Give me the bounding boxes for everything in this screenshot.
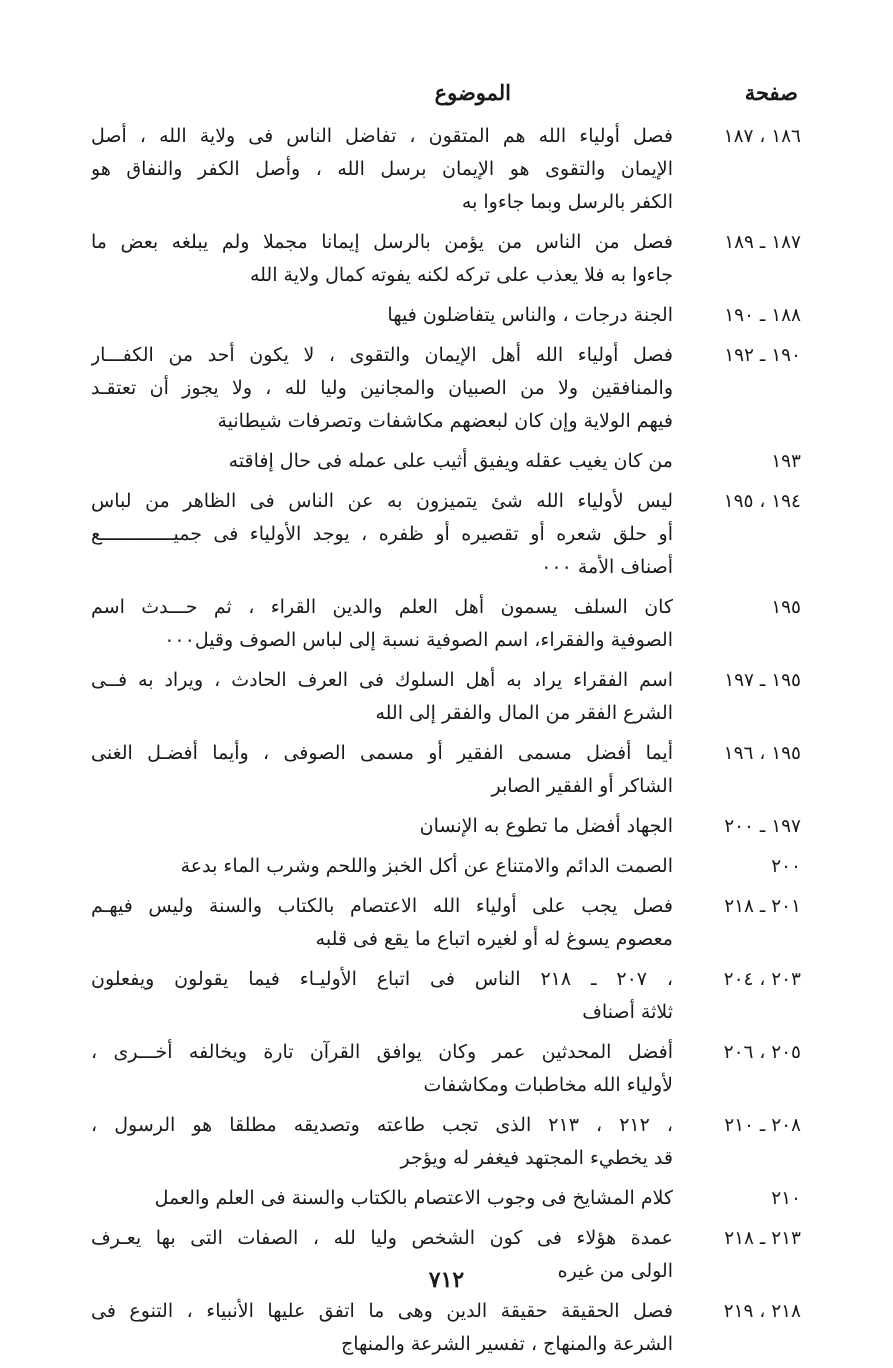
entry-topic (91, 485, 673, 584)
entry-topic-line: فصل من الناس من يؤمن بالرسل إيمانا مجملا ولم يبلغه بعض ما (91, 231, 673, 253)
entry-topic-line: جاءوا به فلا يعذب على تركه لكنه يفوته كمال ولاية الله (249, 264, 673, 286)
entry-topic (91, 1182, 673, 1215)
column-header (0, 80, 893, 114)
index-entry (91, 890, 801, 956)
entry-page-range: ٢٠٨ ـ ٢١٠ (724, 1115, 801, 1136)
entry-topic-line: ليس لأولياء الله شئ يتميزون به عن الناس فى الظاهر من لباس (91, 490, 673, 512)
entry-topic-line: الجنة درجات ، والناس يتفاضلون فيها (387, 304, 673, 326)
entry-topic-line: لأولياء الله مخاطبات ومكاشفات (423, 1074, 673, 1096)
entry-topic-line: أفضل المحدثين عمر وكان يوافق القرآن تارة ويخالفه أخـــرى ، (91, 1041, 673, 1063)
entry-page-range: ٢١٨ ، ٢١٩ (723, 1301, 801, 1322)
entry-topic (91, 445, 673, 478)
index-entry (91, 339, 801, 438)
entry-topic-line: قد يخطيء المجتهد فيغفر له ويؤجر (400, 1147, 673, 1169)
index-entry (91, 810, 801, 843)
index-entry (91, 445, 801, 478)
entry-page-range: ٢٠٥ ، ٢٠٦ (723, 1042, 801, 1063)
entry-topic (91, 810, 673, 843)
entry-topic-line: ، ٢١٢ ، ٢١٣ الذى تجب طاعته وتصديقه مطلقا هو الرسول ، (91, 1114, 673, 1136)
page-number: ٧١٢ (428, 1267, 465, 1293)
entry-page-range: ١٩٣ (771, 451, 801, 472)
index-entry (91, 1295, 801, 1361)
entry-topic-line: الإيمان والتقوى هو الإيمان برسل الله ، وأصل الكفر والنفاق هو (91, 158, 673, 180)
index-entry (91, 485, 801, 584)
entry-topic-line: الصوفية والفقراء، اسم الصوفية نسبة إلى لباس الصوف وقيل٠٠٠ (164, 629, 673, 651)
entry-page-range: ١٩٧ ـ ٢٠٠ (724, 816, 801, 837)
entry-topic (91, 120, 673, 219)
index-entry (91, 1109, 801, 1175)
index-entry (91, 1036, 801, 1102)
index-entry (91, 664, 801, 730)
entry-topic-line: الشرع الفقر من المال والفقر إلى الله (375, 702, 673, 724)
entry-topic-line: كلام المشايخ فى وجوب الاعتصام بالكتاب والسنة فى العلم والعمل (154, 1187, 673, 1209)
entry-page-range: ١٩٥ (771, 597, 801, 618)
index-entry (91, 591, 801, 657)
entry-topic-line: الكفر بالرسل وبما جاءوا به (461, 191, 673, 213)
index-entry (91, 1182, 801, 1215)
entry-page-range: ٢٠٣ ، ٢٠٤ (723, 969, 801, 990)
index-entry (91, 299, 801, 332)
entry-topic-line: فصل يجب على أولياء الله الاعتصام بالكتاب والسنة وليس فيهـم (91, 895, 673, 917)
page-column-label: صفحة (744, 80, 798, 105)
entry-topic-line: من كان يغيب عقله ويفيق أثيب على عمله فى حال إفاقته (228, 450, 673, 472)
entry-topic-line: الجهاد أفضل ما تطوع به الإنسان (419, 815, 673, 837)
entry-page-range: ١٨٦ ، ١٨٧ (723, 126, 801, 147)
entry-topic-line: والمنافقين ولا من الصبيان والمجانين وليا لله ، ولا يجوز أن تعتقـد (91, 377, 673, 399)
entry-page-range: ٢٠١ ـ ٢١٨ (724, 896, 801, 917)
entry-topic-line: ، ٢٠٧ ـ ٢١٨ الناس فى اتباع الأوليـاء فيما يقولون ويفعلون (91, 968, 673, 990)
entry-topic (91, 963, 673, 1029)
entry-topic-line: فيهم الولاية وإن كان لبعضهم مكاشفات وتصرفات شيطانية (217, 410, 673, 432)
entry-topic (91, 1295, 673, 1361)
entry-page-range: ١٩٤ ، ١٩٥ (723, 491, 801, 512)
entry-topic (91, 299, 673, 332)
entry-page-range: ٢١٣ ـ ٢١٨ (724, 1228, 801, 1249)
entry-topic-line: أيما أفضل مسمى الفقير أو مسمى الصوفى ، وأيما أفضـل الغنى (91, 742, 673, 764)
entry-page-range: ١٨٧ ـ ١٨٩ (724, 232, 801, 253)
index-entry (91, 850, 801, 883)
entry-page-range: ١٩٥ ـ ١٩٧ (724, 670, 801, 691)
entry-topic-line: الشرعة والمنهاج ، تفسير الشرعة والمنهاج (341, 1333, 673, 1355)
entry-topic (91, 890, 673, 956)
entry-topic (91, 226, 673, 292)
entry-page-range: ٢١٠ (771, 1188, 801, 1209)
index-entries (91, 120, 801, 1368)
entry-topic-line: فصل أولياء الله أهل الإيمان والتقوى ، لا يكون أحد من الكفـــار (91, 344, 673, 366)
index-entry (91, 120, 801, 219)
entry-topic-line: معصوم يسوغ له أو لغيره اتباع ما يقع فى قلبه (315, 928, 673, 950)
entry-topic-line: فصل أولياء الله هم المتقون ، تفاضل الناس فى ولاية الله ، أصل (91, 125, 673, 147)
entry-page-range: ١٩٥ ، ١٩٦ (723, 743, 801, 764)
entry-topic-line: عمدة هؤلاء فى كون الشخص وليا لله ، الصفات التى بها يعـرف (91, 1227, 673, 1249)
entry-page-range: ١٨٨ ـ ١٩٠ (724, 305, 801, 326)
index-entry (91, 226, 801, 292)
topic-column-label: الموضوع (434, 80, 511, 105)
index-entry (91, 963, 801, 1029)
entry-topic (91, 850, 673, 883)
entry-topic-line: الصمت الدائم والامتناع عن أكل الخبز واللحم وشرب الماء بدعة (180, 855, 673, 877)
entry-page-range: ١٩٠ ـ ١٩٢ (724, 345, 801, 366)
entry-topic (91, 737, 673, 803)
entry-topic (91, 1036, 673, 1102)
entry-topic-line: الشاكر أو الفقير الصابر (491, 775, 673, 797)
entry-topic-line: كان السلف يسمون أهل العلم والدين القراء ، ثم حـــدث اسم (91, 596, 673, 618)
entry-topic-line: الولى من غيره (557, 1260, 673, 1282)
entry-topic-line: أو حلق شعره أو تقصيره أو ظفره ، يوجد الأولياء فى جميـــــــــــــع (91, 523, 673, 545)
entry-topic (91, 339, 673, 438)
entry-topic-line: اسم الفقراء يراد به أهل السلوك فى العرف الحادث ، ويراد به فــى (91, 669, 673, 691)
entry-page-range: ٢٠٠ (771, 856, 801, 877)
entry-topic (91, 664, 673, 730)
entry-topic-line: ثلاثة أصناف (582, 1001, 673, 1023)
entry-topic-line: أصناف الأمة ٠٠٠ (541, 556, 673, 578)
entry-topic (91, 591, 673, 657)
index-entry (91, 737, 801, 803)
entry-topic (91, 1109, 673, 1175)
entry-topic-line: فصل الحقيقة حقيقة الدين وهى ما اتفق عليها الأنبياء ، التنوع فى (91, 1300, 673, 1322)
